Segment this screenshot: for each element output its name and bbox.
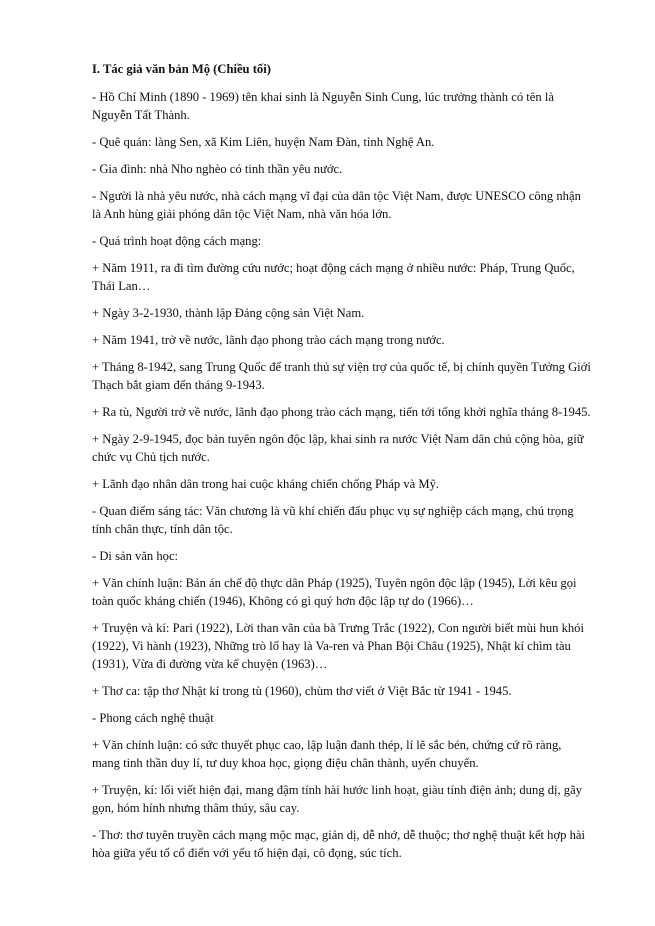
paragraph-1942: + Tháng 8-1942, sang Trung Quốc để tranh thủ sự viện trợ của quốc tế, bị chính quyền Tưởng Giới Thạch bắt giam đến tháng 9-1943. <box>92 360 591 392</box>
paragraph-hometown: - Quê quán: làng Sen, xã Kim Liên, huyện Nam Đàn, tỉnh Nghệ An. <box>92 135 435 149</box>
paragraph-family: - Gia đình: nhà Nho nghèo có tinh thần yêu nước. <box>92 162 343 176</box>
paragraph-resistance: + Lãnh đạo nhân dân trong hai cuộc kháng chiến chống Pháp và Mỹ. <box>92 477 440 491</box>
paragraph-author-birth: - Hồ Chí Minh (1890 - 1969) tên khai sinh là Nguyễn Sinh Cung, lúc trưởng thành có tên là Nguyễn Tất Thành. <box>92 90 554 122</box>
paragraph-style-essays: + Văn chính luận: có sức thuyết phục cao, lập luận đanh thép, lí lẽ sắc bén, chứng cứ rõ ràng, mang tinh thần duy lí, tư duy khoa học, giọng điệu chân thành, uyển chuyển. <box>92 738 562 770</box>
paragraph-revolution-heading: - Quá trình hoạt động cách mạng: <box>92 234 262 248</box>
paragraph-style-stories: + Truyện, kí: lối viết hiện đại, mang đậm tính hài hước linh hoạt, giàu tính điện ảnh; dung dị, gãy gọn, hóm hỉnh nhưng thâm thúy, sâu cay. <box>92 783 582 815</box>
paragraph-style-poetry: - Thơ: thơ tuyên truyền cách mạng mộc mạc, giản dị, dễ nhớ, dễ thuộc; thơ nghệ thuật kết hợp hài hòa giữa yếu tố cổ điển với yếu tố hiện đại, cô đọng, súc tích. <box>92 828 585 860</box>
paragraph-1941: + Năm 1941, trở về nước, lãnh đạo phong trào cách mạng trong nước. <box>92 333 445 347</box>
paragraph-patriot: - Người là nhà yêu nước, nhà cách mạng vĩ đại của dân tộc Việt Nam, được UNESCO công nhận là Anh hùng giải phóng dân tộc Việt Nam, nhà văn hóa lớn. <box>92 189 581 221</box>
paragraph-1930: + Ngày 3-2-1930, thành lập Đảng cộng sản Việt Nam. <box>92 306 365 320</box>
paragraph-legacy-heading: - Di sản văn học: <box>92 549 179 563</box>
document-page <box>92 60 592 871</box>
paragraph-1945: + Ngày 2-9-1945, đọc bản tuyên ngôn độc lập, khai sinh ra nước Việt Nam dân chủ cộng hòa, giữ chức vụ Chủ tịch nước. <box>92 432 584 464</box>
paragraph-political-essays: + Văn chính luận: Bản án chế độ thực dân Pháp (1925), Tuyên ngôn độc lập (1945), Lời kêu gọi toàn quốc kháng chiến (1946), Không có gì quý hơn độc lập tự do (1966)… <box>92 576 577 608</box>
section-heading: I. Tác giả văn bản Mộ (Chiều tối) <box>92 62 271 76</box>
paragraph-1911: + Năm 1911, ra đi tìm đường cứu nước; hoạt động cách mạng ở nhiều nước: Pháp, Trung Quốc, Thái Lan… <box>92 261 575 293</box>
paragraph-stories: + Truyện và kí: Pari (1922), Lời than vãn của bà Trưng Trắc (1922), Con người biết mùi hun khói (1922), Vi hành (1923), Những trò lố hay là Va-ren và Phan Bội Châu (1925), Nhật kí chìm tàu (1931), Vừa đi đường vừa kể chuyện (1963)… <box>92 621 584 671</box>
paragraph-release: + Ra tù, Người trở về nước, lãnh đạo phong trào cách mạng, tiến tới tổng khởi nghĩa tháng 8-1945. <box>92 405 591 419</box>
paragraph-viewpoint: - Quan điểm sáng tác: Văn chương là vũ khí chiến đấu phục vụ sự nghiệp cách mạng, chú trọng tính chân thực, tính dân tộc. <box>92 504 574 536</box>
paragraph-poetry: + Thơ ca: tập thơ Nhật kí trong tù (1960), chùm thơ viết ở Việt Bắc từ 1941 - 1945. <box>92 684 512 698</box>
paragraph-style-heading: - Phong cách nghệ thuật <box>92 711 214 725</box>
